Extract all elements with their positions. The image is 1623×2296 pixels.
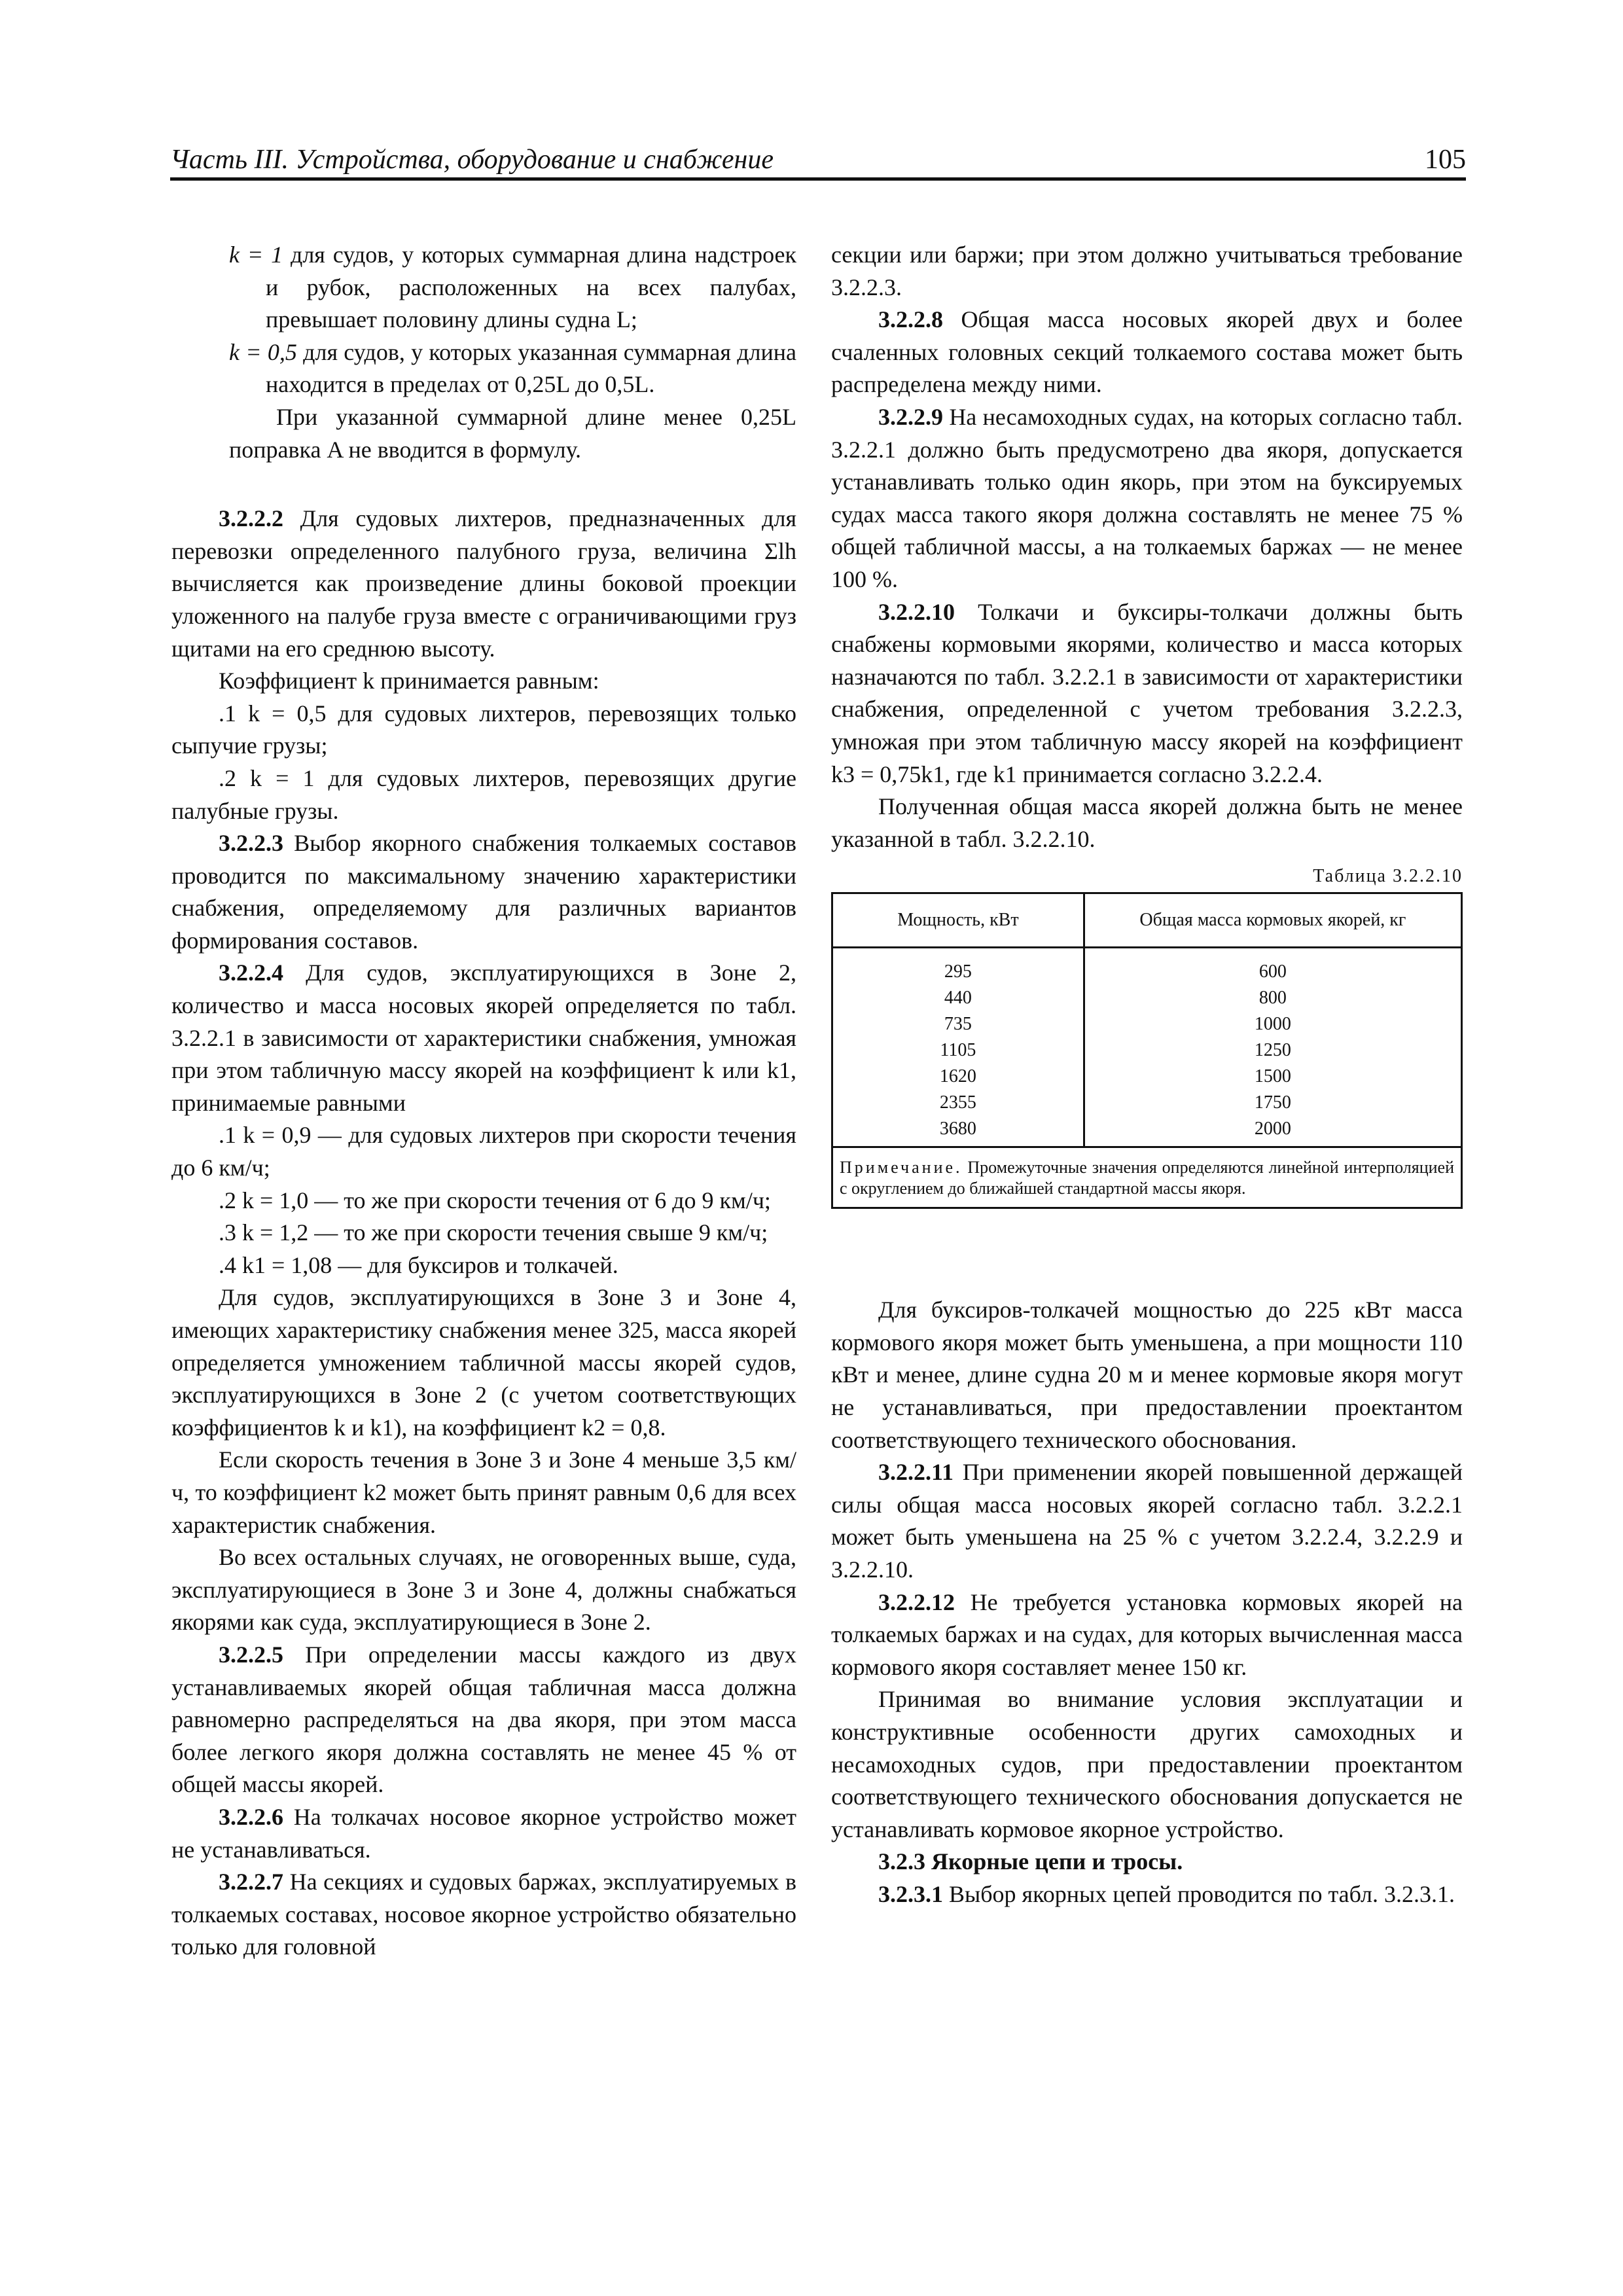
section-heading-3-2-3: 3.2.3 Якорные цепи и тросы. xyxy=(878,1848,1183,1875)
column-header-power: Мощность, кВт xyxy=(832,893,1084,948)
paragraph-3-2-2-5: 3.2.2.5 При определении массы каждого из двух устанавливаемых якорей общая табличная масса должна равномерно распределяться на два якоря, при этом масса более легкого якоря должна составлять не менее 45 % от общей массы якорей. xyxy=(171,1641,797,1798)
left-column xyxy=(171,239,796,1964)
paragraph-current-speed: Если скорость течения в Зоне 3 и Зоне 4 меньше 3,5 км/ч, то коэффициент k2 может быть принят равным 0,6 для всех характеристик снабжения. xyxy=(171,1446,796,1538)
page-header xyxy=(170,144,1466,181)
table-row: 1620 1500 xyxy=(832,1064,1462,1090)
paragraph-coefficient: Коэффициент k принимается равным: xyxy=(219,668,599,694)
note-k3: При указанной суммарной длине менее 0,25L поправка A не вводится в формулу. xyxy=(229,403,796,463)
paragraph-3-2-2-9: 3.2.2.9 На несамоходных судах, на которых согласно табл. 3.2.2.1 должно быть предусмотрено два якоря, допускается устанавливать только один якорь, при этом на буксируемых судах масса такого якоря должна составлять не менее 75 % общей табличной массы, а на толкаемых баржах — не менее 100 %. xyxy=(831,403,1463,592)
stern-anchors-table xyxy=(831,892,1463,1209)
note-k1: k = 1 для судов, у которых суммарная длина надстроек и рубок, расположенных на всех палубах, превышает половину длины судна L; xyxy=(229,242,796,333)
paragraph-3-2-3-1: 3.2.3.1 Выбор якорных цепей проводится по табл. 3.2.3.1. xyxy=(878,1880,1455,1907)
table-note-row xyxy=(832,1147,1462,1208)
paragraph-zone-3-4: Для судов, эксплуатирующихся в Зоне 3 и Зоне 4, имеющих характеристику снабжения менее 325, масса якорей определяется умножением табличной массы якорей судов, эксплуатирующихся в Зоне 2 (с учетом соответствующих коэффициентов k и k1), на коэффициент k2 = 0,8. xyxy=(171,1284,796,1441)
column-header-mass: Общая масса кормовых якорей, кг xyxy=(1084,893,1461,948)
table-note: Примечание. Промежуточные значения определяются линейной интерполяцией с округлением до ближайшей стандартной массы якоря. xyxy=(832,1147,1462,1208)
paragraph-total-mass: Полученная общая масса якорей должна быть не менее указанной в табл. 3.2.2.10. xyxy=(831,793,1463,852)
table-row: 1105 1250 xyxy=(832,1037,1462,1064)
table-row: 2355 1750 xyxy=(832,1090,1462,1116)
coefficient-notes xyxy=(229,239,796,466)
table-row: 295 600 xyxy=(832,948,1462,986)
paragraph-3-2-2-11: 3.2.2.11 При применении якорей повышенной держащей силы общая масса носовых якорей согласно табл. 3.2.2.1 может быть уменьшена на 25 % с учетом 3.2.2.4, 3.2.2.9 и 3.2.2.10. xyxy=(831,1459,1463,1583)
header-rule xyxy=(170,177,1466,181)
paragraph-3-2-2-2: 3.2.2.2 Для судовых лихтеров, предназначенных для перевозки определенного палубного груза, величина Σlh вычисляется как произведение длины боковой проекции уложенного на палубе груза вместе с ограничивающими груз щитами на его среднюю высоту. xyxy=(171,505,797,662)
paragraph-3-2-2-8: 3.2.2.8 Общая масса носовых якорей двух и более счаленных головных секций толкаемого состава может быть распределена между ними. xyxy=(831,306,1463,398)
paragraph-3-2-2-4: 3.2.2.4 Для судов, эксплуатирующихся в Зоне 2, количество и масса носовых якорей определяется по табл. 3.2.2.1 в зависимости от характеристики снабжения, умножая при этом табличную массу якорей на коэффициент k или k1, принимаемые равными xyxy=(171,960,797,1116)
table-caption: Таблица 3.2.2.10 xyxy=(1313,866,1463,887)
paragraph-3-2-2-6: 3.2.2.6 На толкачах носовое якорное устройство может не устанавливаться. xyxy=(171,1803,797,1863)
paragraph-3-2-2-4-2: .2 k = 1,0 — то же при скорости течения от 6 до 9 км/ч; xyxy=(219,1187,771,1213)
right-column xyxy=(831,239,1463,1911)
paragraph-3-2-2-10: 3.2.2.10 Толкачи и буксиры-толкачи должны быть снабжены кормовыми якорями, количество и масса которых назначаются по табл. 3.2.2.1 в зависимости от характеристики снабжения, определенной с учетом требования 3.2.2.3, умножая при этом табличную массу якорей на коэффициент k3 = 0,75k1, где k1 принимается согласно 3.2.2.4. xyxy=(831,598,1463,787)
table-row: 735 1000 xyxy=(832,1011,1462,1037)
table-row: 3680 2000 xyxy=(832,1116,1462,1147)
paragraph-coefficient-2: .2 k = 1 для судовых лихтеров, перевозящих другие палубные грузы. xyxy=(171,764,796,824)
page-number: 105 xyxy=(1425,145,1466,175)
table-row: 440 800 xyxy=(832,985,1462,1011)
running-title: Часть III. Устройства, оборудование и снабжение xyxy=(170,145,774,175)
paragraph-3-2-2-12: 3.2.2.12 Не требуется установка кормовых якорей на толкаемых баржах и на судах, для которых вычисленная масса кормового якоря составляет менее 150 кг. xyxy=(831,1588,1463,1680)
note-k2: k = 0,5 для судов, у которых указанная суммарная длина находится в пределах от 0,25L до 0,5L. xyxy=(229,338,797,398)
paragraph-3-2-2-4-4: .4 k1 = 1,08 — для буксиров и толкачей. xyxy=(219,1251,618,1278)
paragraph-other-cases: Во всех остальных случаях, не оговоренных выше, суда, эксплуатирующиеся в Зоне 3 и Зоне 4, должны снабжаться якорями как суда, эксплуатирующиеся в Зоне 2. xyxy=(171,1544,796,1636)
paragraph-continued: секции или баржи; при этом должно учитываться требование 3.2.2.3. xyxy=(831,242,1463,300)
paragraph-3-2-2-3: 3.2.2.3 Выбор якорного снабжения толкаемых составов проводится по максимальному значению характеристики снабжения, определяемому для различных вариантов формирования составов. xyxy=(171,830,797,954)
paragraph-tug-pushers: Для буксиров-толкачей мощностью до 225 кВт масса кормового якоря может быть уменьшена, а при мощности 110 кВт и менее, длине судна 20 м и менее кормовые якоря могут не устанавливаться, при предоставлении проектантом соответствующего технического обоснования. xyxy=(831,1297,1463,1453)
paragraph-coefficient-1: .1 k = 0,5 для судовых лихтеров, перевозящих только сыпучие грузы; xyxy=(171,700,796,759)
paragraph-3-2-2-4-3: .3 k = 1,2 — то же при скорости течения свыше 9 км/ч; xyxy=(219,1219,768,1246)
paragraph-3-2-2-7: 3.2.2.7 На секциях и судовых баржах, эксплуатируемых в толкаемых составах, носовое якорное устройство обязательно только для головной xyxy=(171,1869,796,1960)
paragraph-operating-conditions: Принимая во внимание условия эксплуатации и конструктивные особенности других самоходных и несамоходных судов, при предоставлении проектантом соответствующего технического обоснования допускается не устанавливать кормовое якорное устройство. xyxy=(831,1686,1463,1842)
paragraph-3-2-2-4-1: .1 k = 0,9 — для судовых лихтеров при скорости течения до 6 км/ч; xyxy=(171,1122,796,1181)
